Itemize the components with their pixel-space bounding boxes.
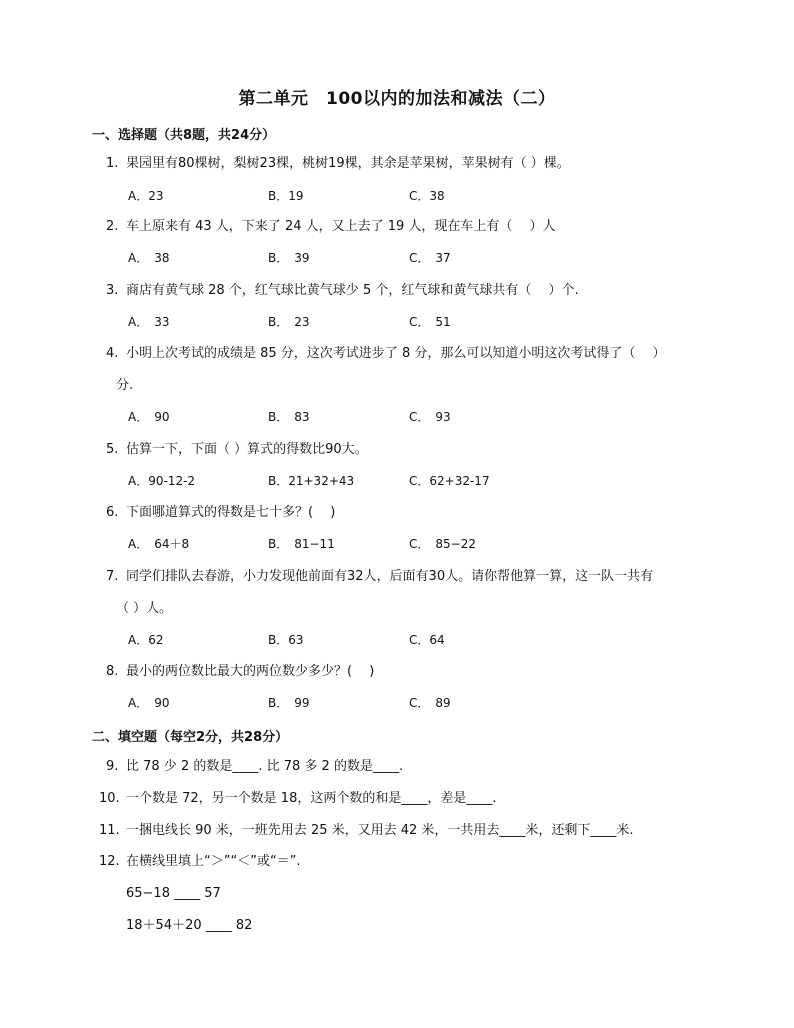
question-text: 商店有黄气球 28 个，红气球比黄气球少 5 个，红气球和黄气球共有（ ）个. <box>126 283 579 298</box>
section-choice-heading: 一、选择题（共8题，共24分） <box>92 128 276 143</box>
option-c[interactable]: C．64 <box>409 633 445 647</box>
question-number: 5. <box>106 442 119 457</box>
question-text: 最小的两位数比最大的两位数少多少？( ) <box>126 664 375 679</box>
question-number: 2. <box>106 219 119 234</box>
question-11 <box>99 815 739 847</box>
option-a[interactable]: A．62 <box>128 633 164 647</box>
question-9 <box>106 751 716 783</box>
option-b[interactable]: B．63 <box>268 633 304 647</box>
option-b[interactable]: B．21+32+43 <box>268 474 355 488</box>
question-number: 10. <box>99 791 120 806</box>
question-2 <box>106 211 716 243</box>
question-3 <box>106 275 716 307</box>
question-text: 小明上次考试的成绩是 85 分，这次考试进步了 8 分，那么可以知道小明这次考试得了（ ） <box>126 346 666 361</box>
question-text: 同学们排队去春游，小力发现他前面有32人，后面有30人。请你帮他算一算，这一队一共有 <box>126 569 654 584</box>
option-b[interactable]: B． 83 <box>268 410 310 424</box>
page-title: 第二单元 100以内的加法和减法（二） <box>238 89 556 109</box>
question-number: 4. <box>106 346 119 361</box>
question-number: 11. <box>99 823 120 838</box>
question-text: 一捆电线长 90 米，一班先用去 25 米，又用去 42 米，一共用去____米，还剩下____米. <box>126 823 634 838</box>
question-5 <box>106 434 716 466</box>
question-10 <box>99 783 709 815</box>
option-b[interactable]: B．19 <box>268 189 304 203</box>
option-a[interactable]: A．23 <box>128 189 164 203</box>
compare-item-2: 18＋54＋20 ____ 82 <box>126 918 253 933</box>
question-7 <box>106 561 716 625</box>
question-text-continued: 分. <box>116 378 134 393</box>
option-b[interactable]: B． 99 <box>268 696 310 710</box>
option-c[interactable]: C．62+32-17 <box>409 474 490 488</box>
question-4 <box>106 338 716 402</box>
question-number: 7. <box>106 569 119 584</box>
option-c[interactable]: C． 89 <box>409 696 451 710</box>
question-text: 果园里有80棵树，梨树23棵，桃树19棵，其余是苹果树，苹果树有（ ）棵。 <box>126 156 570 171</box>
option-a[interactable]: A． 64＋8 <box>128 537 190 551</box>
option-b[interactable]: B． 39 <box>268 251 310 265</box>
question-number: 9. <box>106 759 119 774</box>
question-number: 8. <box>106 664 119 679</box>
option-b[interactable]: B． 81−11 <box>268 537 335 551</box>
question-text: 估算一下，下面（ ）算式的得数比90大。 <box>126 442 368 457</box>
question-number: 12. <box>99 854 120 869</box>
question-text: 一个数是 72，另一个数是 18，这两个数的和是____，差是____. <box>126 791 497 806</box>
option-c[interactable]: C． 93 <box>409 410 451 424</box>
option-b[interactable]: B． 23 <box>268 315 310 329</box>
question-text: 在横线里填上“＞”“＜”或“＝”. <box>126 854 301 869</box>
option-c[interactable]: C． 85−22 <box>409 537 476 551</box>
option-a[interactable]: A．90-12-2 <box>128 474 196 488</box>
question-12 <box>99 846 709 878</box>
question-6 <box>106 497 716 529</box>
question-text: 比 78 少 2 的数是____. 比 78 多 2 的数是____. <box>126 759 404 774</box>
question-1 <box>106 148 716 180</box>
option-c[interactable]: C． 37 <box>409 251 451 265</box>
compare-item-1: 65−18 ____ 57 <box>126 886 221 901</box>
option-c[interactable]: C．38 <box>409 189 445 203</box>
question-8 <box>106 656 716 688</box>
section-fill-heading: 二、填空题（每空2分，共28分） <box>92 730 289 745</box>
question-number: 1. <box>106 156 119 171</box>
question-text-continued: （ ）人。 <box>116 601 173 616</box>
option-a[interactable]: A． 33 <box>128 315 170 329</box>
question-number: 3. <box>106 283 119 298</box>
option-c[interactable]: C． 51 <box>409 315 451 329</box>
question-text: 车上原来有 43 人，下来了 24 人，又上去了 19 人，现在车上有（ ）人 <box>126 219 556 234</box>
question-number: 6. <box>106 505 119 520</box>
option-a[interactable]: A． 38 <box>128 251 170 265</box>
question-text: 下面哪道算式的得数是七十多？( ) <box>126 505 336 520</box>
option-a[interactable]: A． 90 <box>128 410 170 424</box>
option-a[interactable]: A． 90 <box>128 696 170 710</box>
